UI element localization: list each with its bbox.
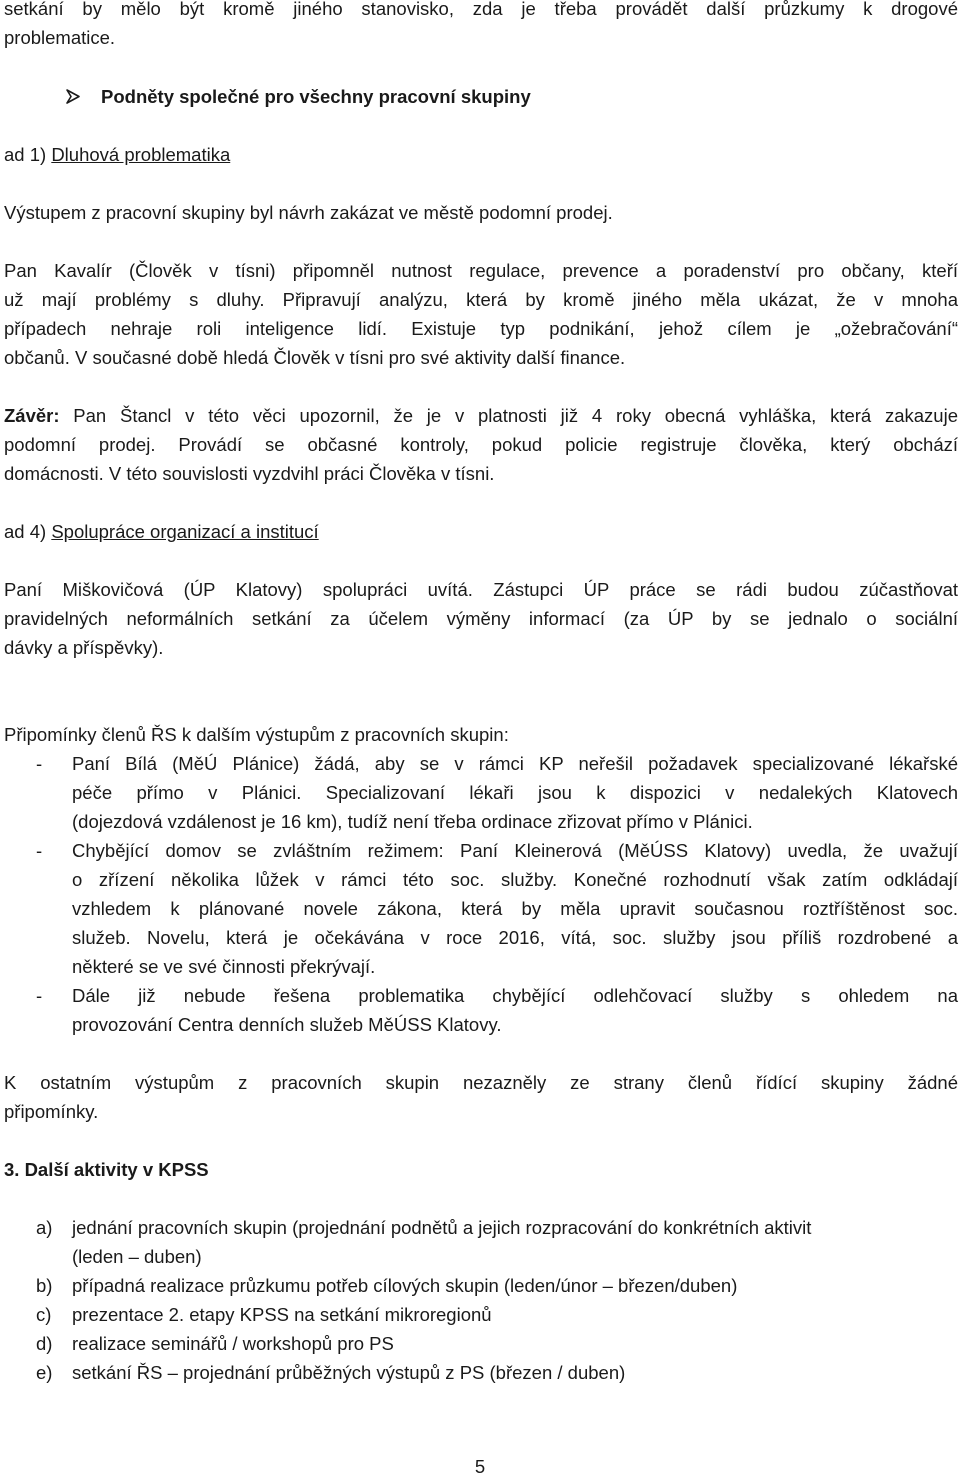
- list-marker: c): [36, 1304, 52, 1325]
- dash-bullet: -: [36, 753, 43, 774]
- topic-heading-ad1: [4, 140, 230, 169]
- list-item-line: vzhledem k plánované novele zákona, která by měla upravit současnou roztříštěnost soc.: [72, 898, 958, 919]
- text-line: případech nehraje roli inteligence lidí. Existuje typ podnikání, jehož cílem je „ožebračování“: [4, 318, 958, 339]
- arrowhead-bullet-icon: [64, 82, 84, 111]
- section-heading-3: 3. Další aktivity v KPSS: [4, 1159, 209, 1180]
- list-item-line: některé se ve své činnosti překrývají.: [72, 956, 376, 977]
- list-item-line: realizace seminářů / workshopů pro PS: [72, 1333, 394, 1354]
- text-line: pravidelných neformálních setkání za účelem výměny informací (za ÚP by se jednalo o sociální: [4, 608, 958, 629]
- list-item-line: jednání pracovních skupin (projednání podnětů a jejich rozpracování do konkrétních aktivit: [72, 1217, 812, 1238]
- text-line: Pan Kavalír (Člověk v tísni) připomněl nutnost regulace, prevence a poradenství pro občany, kteří: [4, 260, 958, 281]
- list-marker: a): [36, 1217, 53, 1238]
- text-line: dávky a příspěvky).: [4, 637, 164, 658]
- text-line: problematice.: [4, 27, 116, 48]
- text-line: Paní Miškovičová (ÚP Klatovy) spolupráci uvítá. Zástupci ÚP práce se rádi budou zúčastňovat: [4, 579, 958, 600]
- list-item-line: Chybějící domov se zvláštním režimem: Paní Kleinerová (MěÚSS Klatovy) uvedla, že uvažují: [72, 840, 958, 861]
- list-item-line: Dále již nebude řešena problematika chybějící odlehčovací služby s ohledem na: [72, 985, 958, 1006]
- list-item-line: (leden – duben): [72, 1246, 202, 1267]
- list-marker: d): [36, 1333, 53, 1354]
- list-marker: b): [36, 1275, 53, 1296]
- text-line: připomínky.: [4, 1101, 99, 1122]
- conclusion-line: [4, 401, 958, 430]
- list-item-line: Paní Bílá (MěÚ Plánice) žádá, aby se v rámci KP neřešil požadavek specializované lékařské: [72, 753, 958, 774]
- text-line: Výstupem z pracovní skupiny byl návrh zakázat ve městě podomní prodej.: [4, 202, 613, 223]
- list-item-line: péče přímo v Plánici. Specializovaní lékaři jsou k dispozici v nedalekých Klatovech: [72, 782, 958, 803]
- topic-prefix: ad 1): [4, 144, 52, 165]
- topic-title: Dluhová problematika: [51, 144, 231, 165]
- list-item-line: provozování Centra denních služeb MěÚSS Klatovy.: [72, 1014, 502, 1035]
- dash-bullet: -: [36, 985, 43, 1006]
- comments-heading: Připomínky členů ŘS k dalším výstupům z pracovních skupin:: [4, 724, 509, 745]
- list-item-line: prezentace 2. etapy KPSS na setkání mikroregionů: [72, 1304, 492, 1325]
- list-item-line: (dojezdová vzdálenost je 16 km), tudíž není třeba ordinace zřizovat přímo v Plánici.: [72, 811, 753, 832]
- list-marker: e): [36, 1362, 53, 1383]
- text-line: domácnosti. V této souvislosti vyzdvihl práci Člověka v tísni.: [4, 463, 495, 484]
- list-item-line: služeb. Novelu, která je očekávána v roce 2016, vítá, soc. služby jsou příliš rozdrobené a: [72, 927, 958, 948]
- text-line: podomní prodej. Provádí se občasné kontroly, pokud policie registruje člověka, který obchází: [4, 434, 958, 455]
- topic-heading-ad4: [4, 517, 319, 546]
- topic-prefix: ad 4): [4, 521, 52, 542]
- dash-bullet: -: [36, 840, 43, 861]
- text-line: občanů. V současné době hledá Člověk v tísni pro své aktivity další finance.: [4, 347, 626, 368]
- text-line: už mají problémy s dluhy. Připravují analýzu, která by kromě jiného měla ukázat, že v mnoha: [4, 289, 958, 310]
- text-line: K ostatním výstupům z pracovních skupin nezazněly ze strany členů řídící skupiny žádné: [4, 1072, 958, 1093]
- conclusion-text: Pan Štancl v této věci upozornil, že je v platnosti již 4 roky obecná vyhláška, která zakazuje: [59, 405, 958, 426]
- section-heading-common: Podněty společné pro všechny pracovní skupiny: [101, 86, 531, 107]
- list-item-line: o zřízení několika lůžek v rámci této soc. služby. Konečné rozhodnutí však zatím odkládají: [72, 869, 958, 890]
- list-item-line: setkání ŘS – projednání průběžných výstupů z PS (březen / duben): [72, 1362, 626, 1383]
- text-line: setkání by mělo být kromě jiného stanovisko, zda je třeba provádět další průzkumy k drogové: [4, 0, 958, 19]
- topic-title: Spolupráce organizací a institucí: [51, 521, 319, 542]
- list-item-line: případná realizace průzkumu potřeb cílových skupin (leden/únor – březen/duben): [72, 1275, 738, 1296]
- page-number: 5: [474, 1456, 486, 1477]
- conclusion-label: Závěr:: [4, 405, 60, 426]
